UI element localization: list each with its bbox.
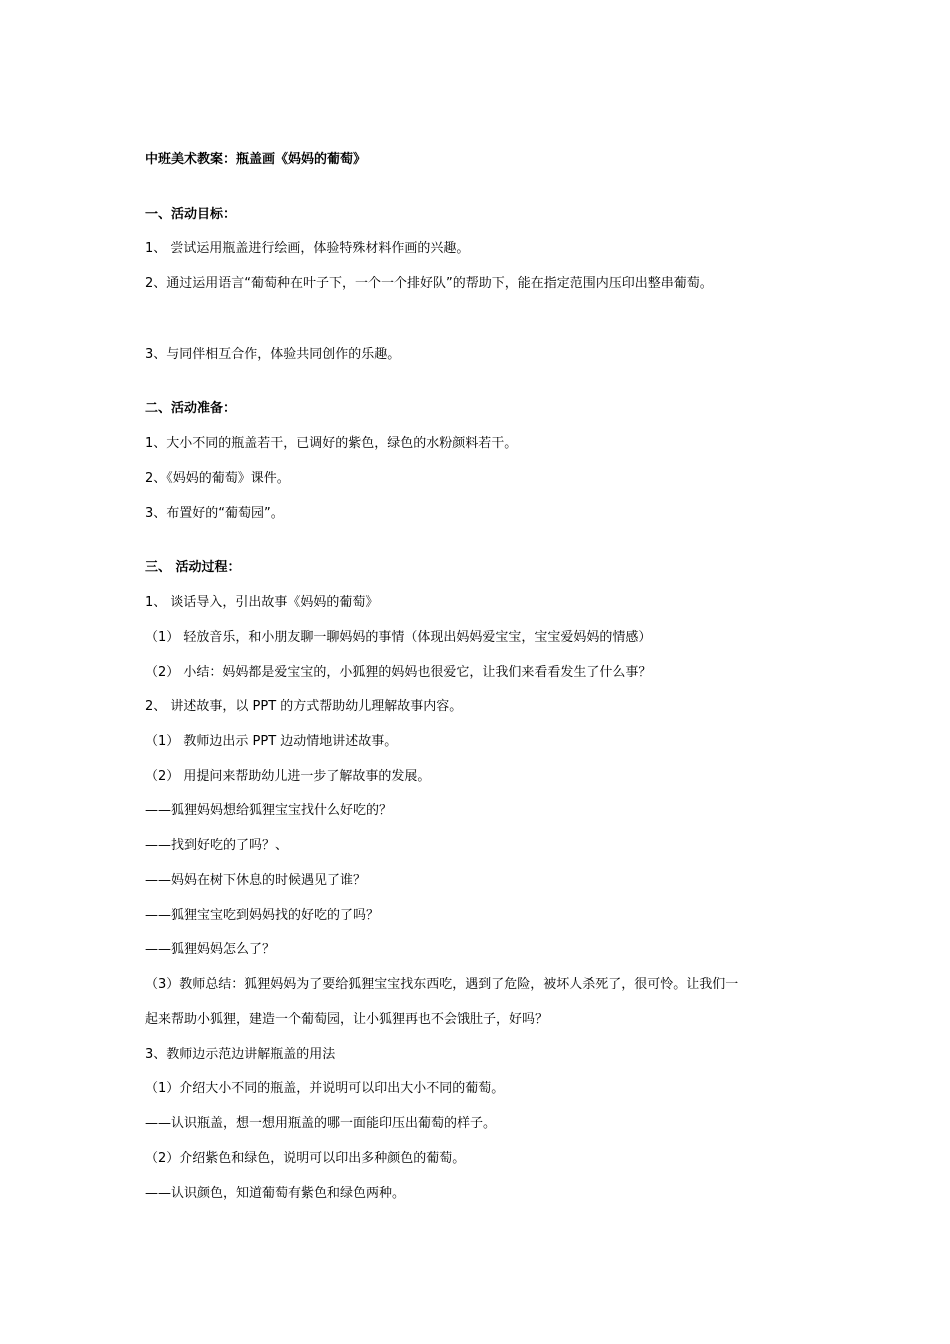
process-line: 3、教师边示范边讲解瓶盖的用法 — [145, 1047, 336, 1062]
process-line: 1、 谈话导入，引出故事《妈妈的葡萄》 — [145, 595, 379, 610]
process-line: 起来帮助小狐狸，建造一个葡萄园，让小狐狸再也不会饿肚子，好吗？ — [145, 1012, 549, 1027]
goal-item: 1、 尝试运用瓶盖进行绘画，体验特殊材料作画的兴趣。 — [145, 241, 470, 256]
process-line: ——找到好吃的了吗？、 — [145, 838, 289, 853]
process-line: 2、 讲述故事，以 PPT 的方式帮助幼儿理解故事内容。 — [145, 699, 463, 714]
preparation-item: 2、《妈妈的葡萄》课件。 — [145, 471, 290, 486]
section-heading-process: 三、 活动过程： — [145, 560, 241, 575]
goal-item: 3、与同伴相互合作，体验共同创作的乐趣。 — [145, 347, 401, 362]
process-line: ——狐狸妈妈怎么了？ — [145, 942, 276, 957]
process-line: （2） 用提问来帮助幼儿进一步了解故事的发展。 — [145, 769, 431, 784]
process-line: （2） 小结：妈妈都是爱宝宝的，小狐狸的妈妈也很爱它，让我们来看看发生了什么事？ — [145, 665, 652, 680]
section-heading-goals: 一、活动目标： — [145, 207, 237, 222]
process-line: ——认识颜色，知道葡萄有紫色和绿色两种。 — [145, 1186, 406, 1201]
process-line: ——狐狸宝宝吃到妈妈找的好吃的了吗？ — [145, 908, 380, 923]
preparation-item: 3、布置好的“葡萄园”。 — [145, 506, 284, 521]
section-heading-preparation: 二、活动准备： — [145, 401, 237, 416]
process-line: （1） 教师边出示 PPT 边动情地讲述故事。 — [145, 734, 398, 749]
process-line: （2）介绍紫色和绿色，说明可以印出多种颜色的葡萄。 — [145, 1151, 466, 1166]
preparation-item: 1、大小不同的瓶盖若干，已调好的紫色，绿色的水粉颜料若干。 — [145, 436, 518, 451]
process-line: ——妈妈在树下休息的时候遇见了谁？ — [145, 873, 367, 888]
process-line: （1）介绍大小不同的瓶盖，并说明可以印出大小不同的葡萄。 — [145, 1081, 505, 1096]
document-title: 中班美术教案：瓶盖画《妈妈的葡萄》 — [145, 152, 367, 167]
goal-item: 2、通过运用语言“葡萄种在叶子下，一个一个排好队”的帮助下，能在指定范围内压印出整串葡萄。 — [145, 276, 713, 291]
process-line: ——狐狸妈妈想给狐狸宝宝找什么好吃的？ — [145, 803, 393, 818]
process-line: （3）教师总结：狐狸妈妈为了要给狐狸宝宝找东西吃，遇到了危险，被坏人杀死了，很可怜。让我们一 — [145, 977, 739, 992]
process-line: （1） 轻放音乐，和小朋友聊一聊妈妈的事情（体现出妈妈爱宝宝，宝宝爱妈妈的情感） — [145, 630, 652, 645]
process-line: ——认识瓶盖，想一想用瓶盖的哪一面能印压出葡萄的样子。 — [145, 1116, 497, 1131]
